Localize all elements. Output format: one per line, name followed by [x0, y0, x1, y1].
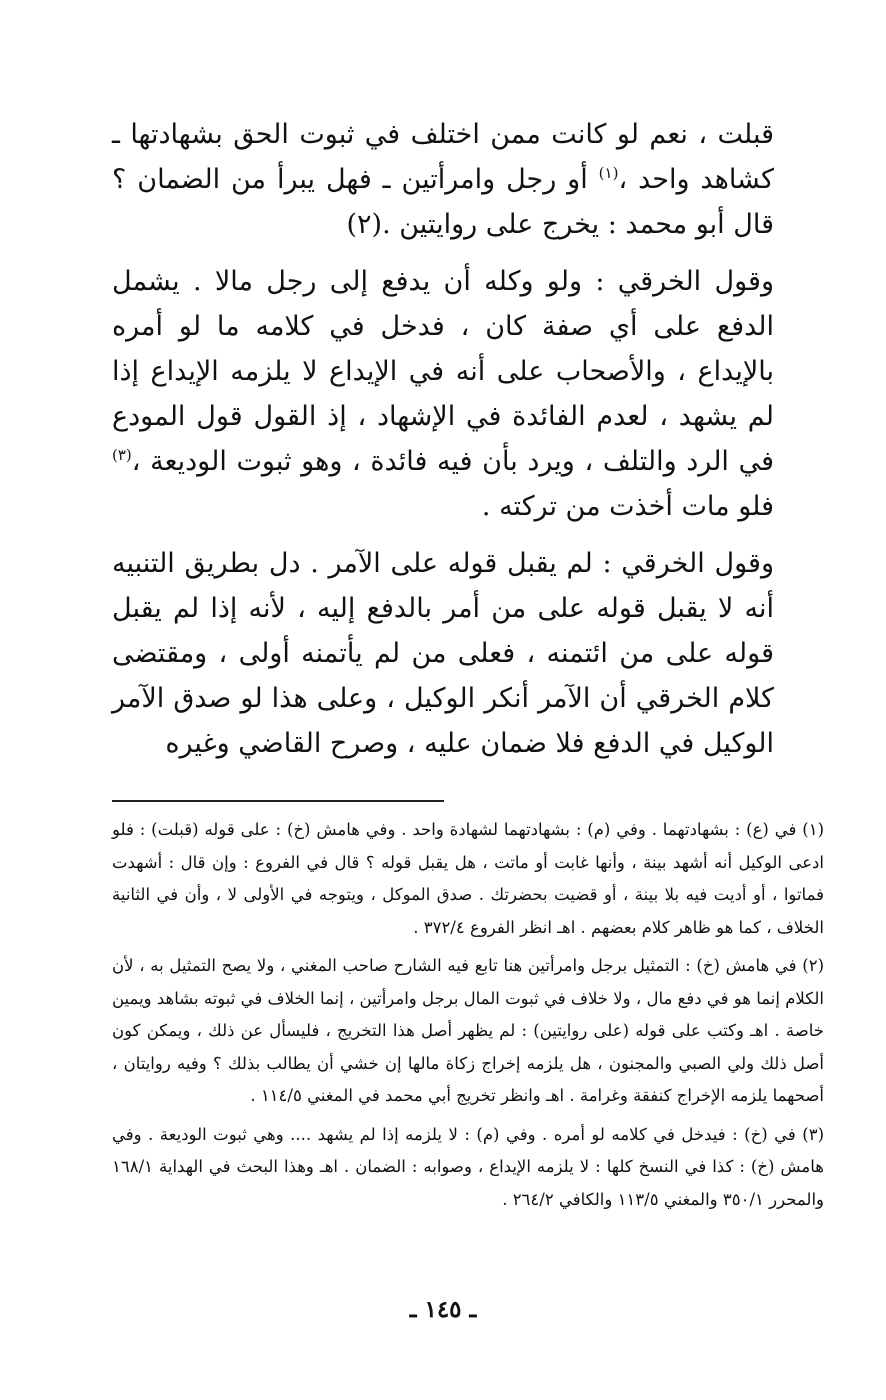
paragraph-2: وقول الخرقي : ولو وكله أن يدفع إلى رجل مالا . يشمل الدفع على أي صفة كان ، فدخل في كلامه ما لو أمره بالإيداع ، والأصحاب على أنه في الإيداع لا يلزمه الإيداع إذا لم يشهد ، لعدم الفائدة في الإشهاد ، إذ القول قول المودع في الرد والتلف ، ويرد بأن فيه فائدة ، وهو ثبوت الوديعة ،$^{(٣)}$ فلو مات أخذت من تركته . [112, 266, 774, 522]
paragraph-1: قبلت ، نعم لو كانت ممن اختلف في ثبوت الحق بشهادتها ـ كشاهد واحد ،$^{(١)}$ أو رجل وامرأتين ـ فهل يبرأ من الضمان ؟ قال أبو محمد : يخرج على روايتين .(٢) [112, 119, 774, 240]
footnote-2: (٢) في هامش (خ) : التمثيل برجل وامرأتين هنا تابع فيه الشارح صاحب المغني ، ولا يصح التمثيل به ، لأن الكلام إنما هو في دفع مال ، ولا خلاف في ثبوت المال برجل وامرأتين ، إنما الخلاف في ثبوته بشاهد ويمين خاصة . اهـ وكتب على قوله (على روايتين) : لم يظهر أصل هذا التخريج ، فليسأل عن ذلك ، ويمكن كون أصل ذلك ولي الصبي والمجنون ، هل يلزمه إخراج زكاة مالها إن خشي أن يطالب بذلك ؟ وفيه روايتان ، أصحهما يلزمه الإخراج كنفقة وغرامة . اهـ وانظر تخريج أبي محمد في المغني ١١٤/٥ . [112, 956, 824, 1105]
main-text [112, 112, 774, 778]
footnote-separator [112, 800, 444, 802]
footnote-ref-3[interactable]: (٣) [112, 446, 132, 464]
footnotes [112, 814, 824, 1222]
footnote-1: (١) في (ع) : بشهادتهما . وفي (م) : بشهادتهما لشهادة واحد . وفي هامش (خ) : على قوله (قبلت) : فلو ادعى الوكيل أنه أشهد بينة ، وأنها غابت أو ماتت ، هل يقبل قوله ؟ قال في الفروع : وإن قال : أشهدت فماتوا ، أو أديت فيه بلا بينة ، أو قضيت بحضرتك . صدق الموكل ، ويتوجه في الأولى لا ، وأن في الثانية الخلاف ، كما هو ظاهر كلام بعضهم . اهـ انظر الفروع ٣٧٢/٤ . [112, 820, 824, 937]
footnote-ref-1[interactable]: (١) [598, 164, 619, 182]
footnote-3: (٣) في (خ) : فيدخل في كلامه لو أمره . وفي (م) : لا يلزمه إذا لم يشهد .... وهي ثبوت الوديعة . وفي هامش (خ) : كذا في النسخ كلها : لا يلزمه الإيداع ، وصوابه : الضمان . اهـ وهذا البحث في الهداية ١٦٨/١ والمحرر ٣٥٠/١ والمغني ١١٣/٥ والكافي ٢٦٤/٢ . [112, 1124, 824, 1209]
page-number: ـ ١٤٥ ـ [409, 1296, 477, 1323]
paragraph-3: وقول الخرقي : لم يقبل قوله على الآمر . دل بطريق التنبيه أنه لا يقبل قوله على من أمر بالدفع إليه ، لأنه إذا لم يقبل قوله على من ائتمنه ، فعلى من لم يأتمنه أولى ، ومقتضى كلام الخرقي أن الآمر أنكر الوكيل ، وعلى هذا لو صدق الآمر الوكيل في الدفع فلا ضمان عليه ، وصرح القاضي وغيره [112, 548, 774, 759]
